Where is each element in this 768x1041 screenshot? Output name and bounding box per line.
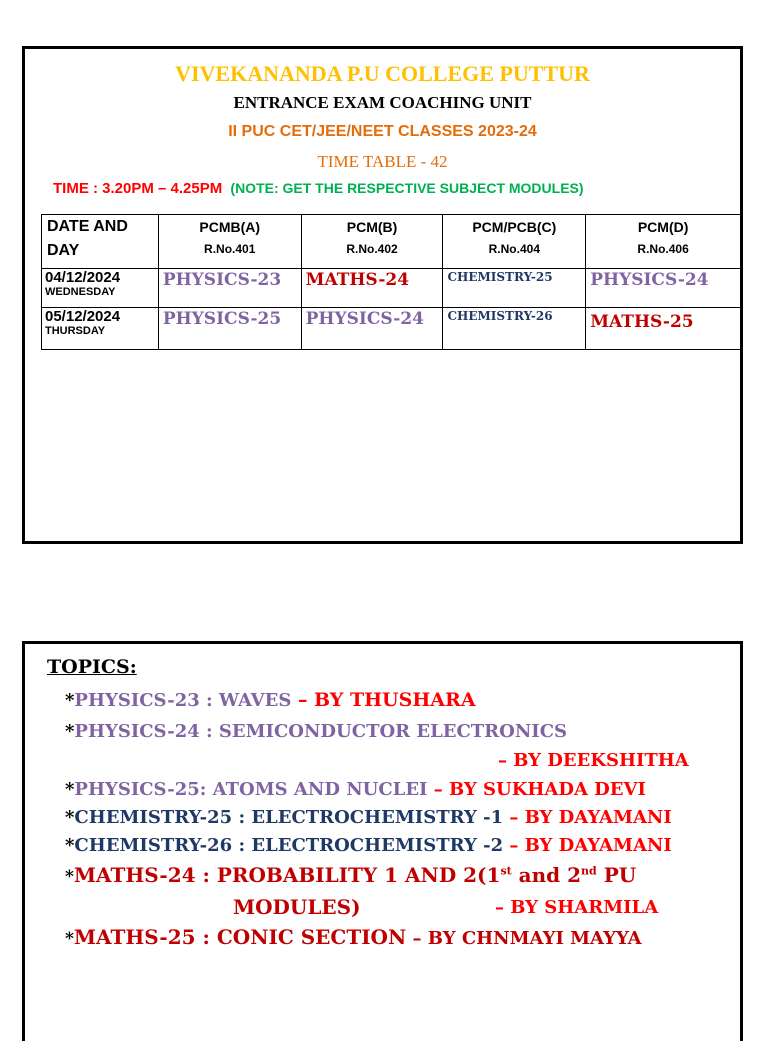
classes-title: II PUC CET/JEE/NEET CLASSES 2023-24 [228, 123, 537, 140]
bullet-star: * [65, 721, 75, 742]
class-time: TIME : 3.20PM – 4.25PM [53, 180, 223, 197]
subject-cell: CHEMISTRY-26 [443, 308, 586, 350]
topic-item [65, 835, 672, 856]
date: 05/12/2024 [45, 308, 121, 325]
section-header [586, 215, 741, 269]
timetable-no: 42 [430, 152, 448, 171]
room-number: R.No.401 [204, 242, 256, 256]
topic-item [65, 779, 646, 800]
topic-item [65, 721, 567, 742]
bullet-star: * [65, 867, 74, 887]
timetable-table [41, 214, 741, 350]
topic-item [65, 807, 672, 828]
topic-item [65, 925, 642, 949]
header-line: DAY [47, 242, 80, 259]
topic-teacher: – BY DAYAMANI [503, 835, 672, 856]
section-name: PCM(D) [637, 219, 689, 235]
subject-cell: MATHS-24 [301, 269, 443, 308]
table-row [42, 269, 741, 308]
subject-cell: PHYSICS-24 [586, 269, 741, 308]
header-line: DATE AND [47, 218, 128, 235]
topic-item [65, 689, 476, 711]
weekday: THURSDAY [45, 325, 106, 337]
subject-cell: CHEMISTRY-25 [443, 269, 586, 308]
time-row [53, 180, 584, 197]
bullet-star: * [65, 929, 74, 949]
timetable-label: TIME TABLE - [317, 152, 431, 171]
bullet-star: * [65, 690, 75, 711]
topic-teacher: – BY SHARMILA [495, 897, 659, 918]
room-number: R.No.406 [637, 242, 689, 256]
topic-teacher: – BY THUSHARA [291, 689, 476, 711]
bullet-star: * [65, 835, 75, 856]
subject-cell: PHYSICS-23 [158, 269, 301, 308]
section-header [158, 215, 301, 269]
college-name: VIVEKANANDA P.U COLLEGE PUTTUR [175, 61, 590, 86]
date-cell [42, 269, 159, 308]
modules-note: (NOTE: GET THE RESPECTIVE SUBJECT MODULES) [230, 180, 584, 196]
section-header [443, 215, 586, 269]
topic-title: MATHS-24 : PROBABILITY 1 AND 2(1 [73, 863, 501, 887]
topic-title: CHEMISTRY-25 : ELECTROCHEMISTRY -1 [74, 807, 504, 828]
topic-teacher: – BY DAYAMANI [503, 807, 672, 828]
topic-title: PHYSICS-24 : SEMICONDUCTOR ELECTRONICS [74, 721, 568, 742]
date-day-header [42, 215, 159, 269]
room-number: R.No.402 [346, 242, 398, 256]
superscript: st [500, 864, 512, 878]
date-cell [42, 308, 159, 350]
topics-panel [22, 641, 743, 1041]
subject-cell: PHYSICS-25 [158, 308, 301, 350]
topics-heading: TOPICS: [47, 656, 137, 678]
weekday: WEDNESDAY [45, 286, 116, 298]
topic-title: and 2 [511, 863, 582, 887]
topic-teacher: – BY CHNMAYI MAYYA [406, 928, 642, 949]
table-header-row [42, 215, 741, 269]
section-name: PCM/PCB(C) [472, 219, 557, 235]
date: 04/12/2024 [45, 269, 121, 286]
bullet-star: * [65, 807, 75, 828]
section-name: PCMB(A) [199, 219, 261, 235]
topic-title: MATHS-25 : CONIC SECTION [73, 925, 407, 949]
timetable-panel [22, 46, 743, 544]
topic-item [65, 863, 636, 887]
topic-title: PHYSICS-25: ATOMS AND NUCLEI [74, 779, 428, 800]
topic-teacher: – BY DEEKSHITHA [498, 750, 689, 771]
timetable-number [25, 152, 740, 172]
section-header [301, 215, 443, 269]
section-name: PCM(B) [346, 219, 398, 235]
topic-title: CHEMISTRY-26 : ELECTROCHEMISTRY -2 [74, 835, 504, 856]
topic-title-cont: MODULES) [233, 895, 361, 919]
coaching-unit: ENTRANCE EXAM COACHING UNIT [233, 93, 532, 112]
topic-title: PHYSICS-23 : WAVES [74, 690, 292, 711]
topic-title: PU [596, 863, 637, 887]
room-number: R.No.404 [488, 242, 540, 256]
table-row [42, 308, 741, 350]
bullet-star: * [65, 779, 75, 800]
topic-teacher: – BY SUKHADA DEVI [427, 779, 646, 800]
subject-cell: MATHS-25 [586, 308, 741, 350]
superscript: nd [581, 864, 597, 878]
subject-cell: PHYSICS-24 [301, 308, 443, 350]
